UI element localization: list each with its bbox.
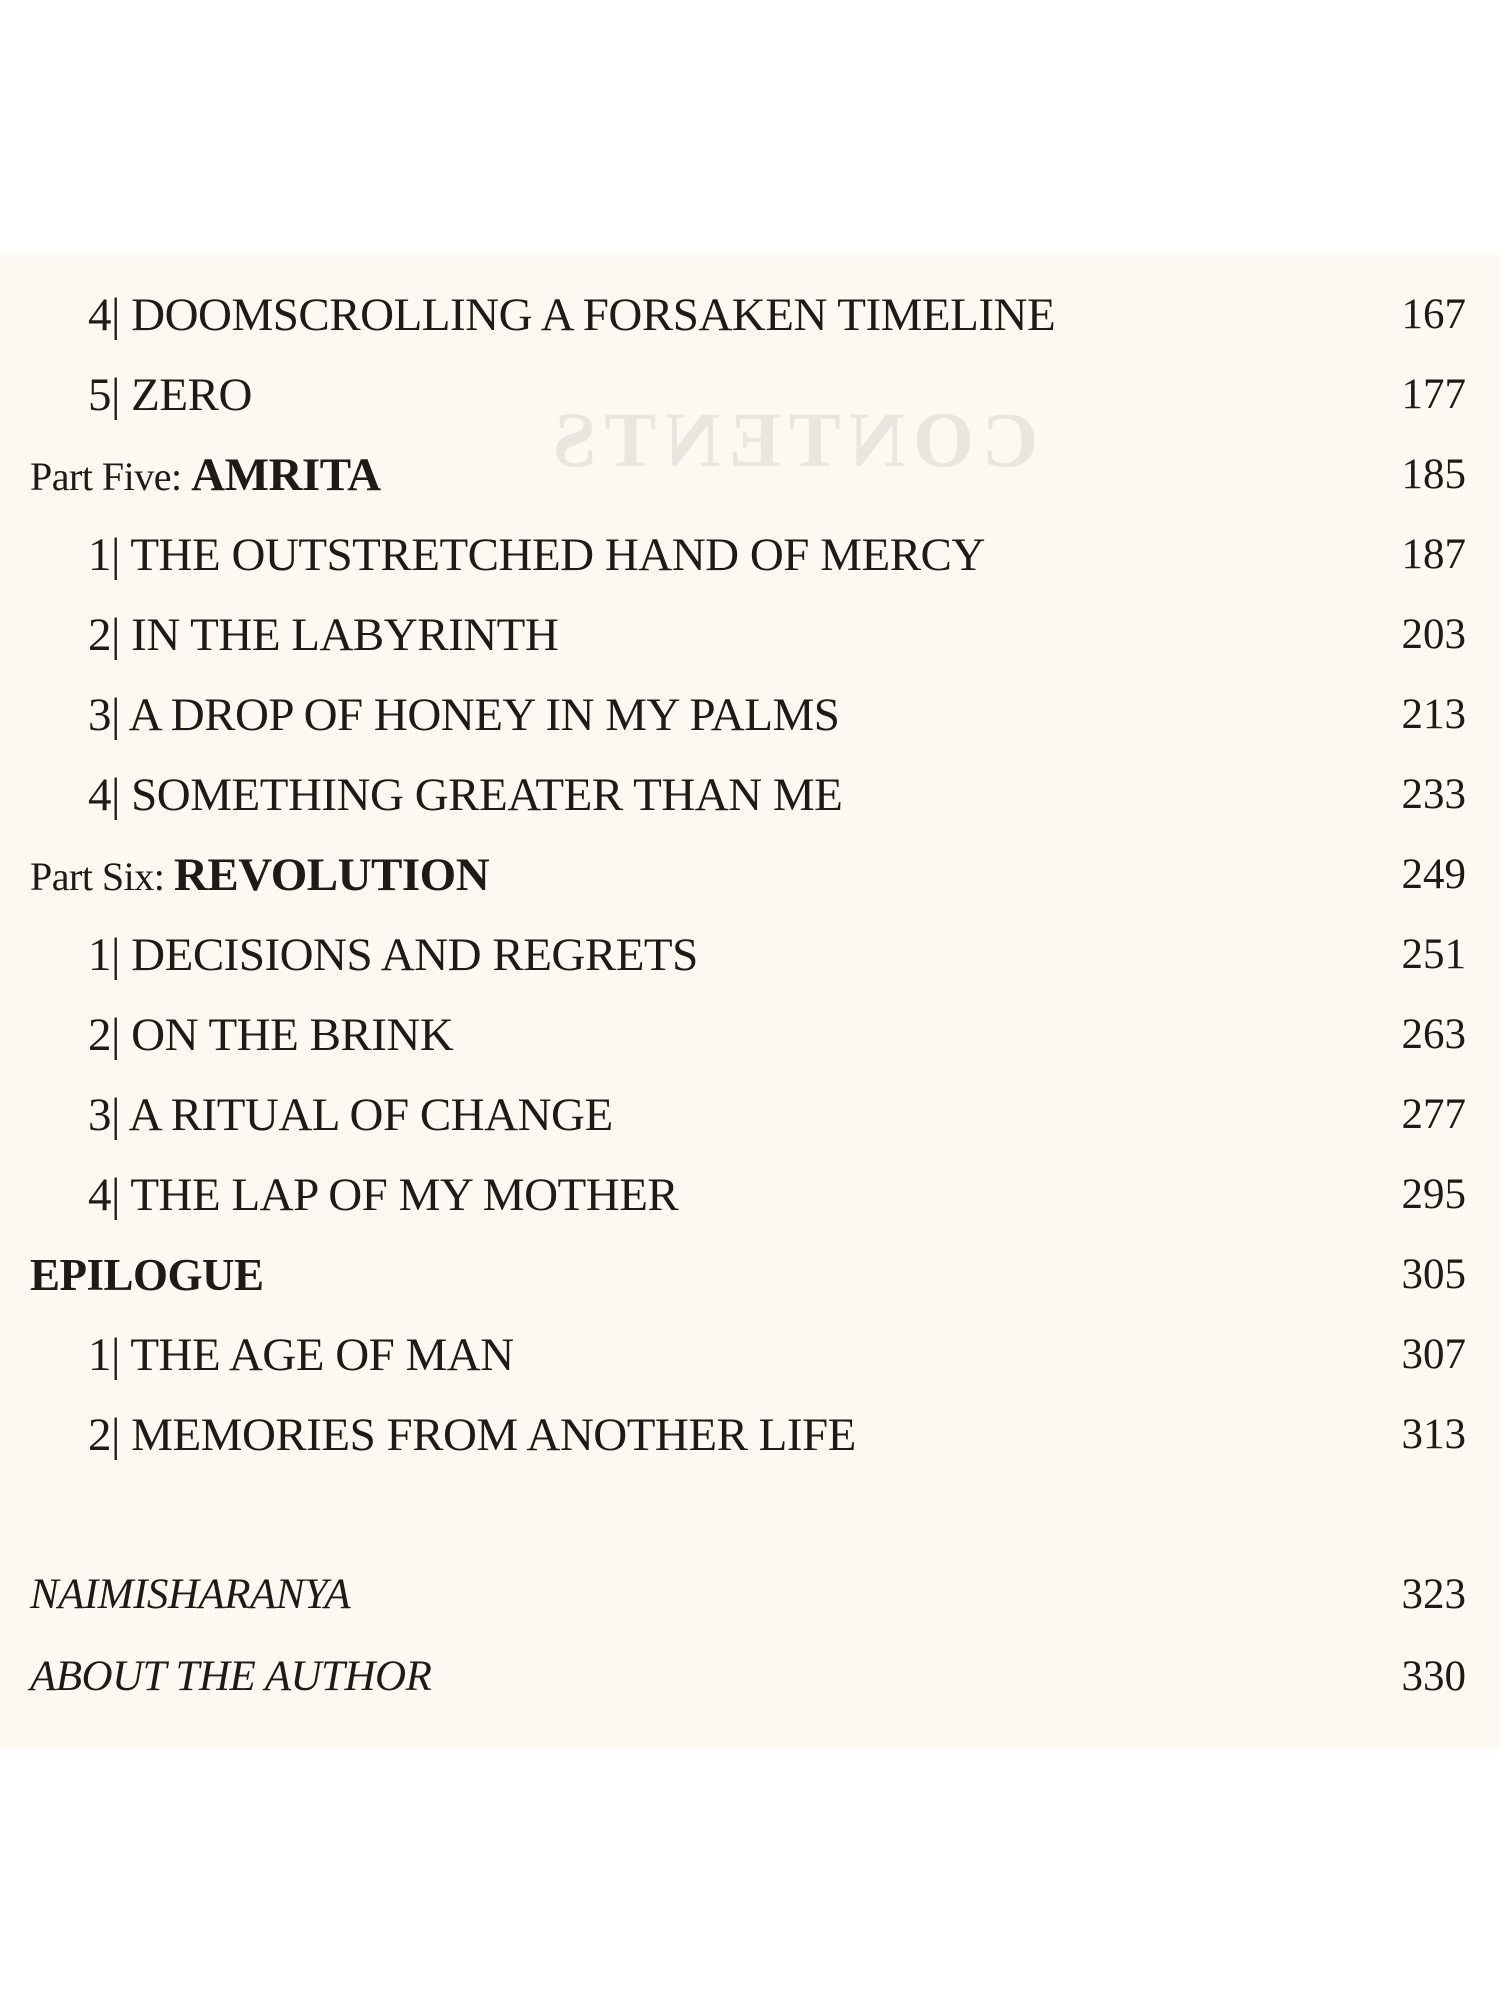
part-label: Part Five:: [30, 454, 192, 499]
entry-title: [88, 525, 985, 585]
entry-number: 2|: [88, 609, 120, 661]
entry-name: A DROP OF HONEY IN MY PALMS: [128, 689, 840, 741]
toc-entry: [0, 1165, 1500, 1225]
entry-number: 4|: [88, 289, 120, 341]
toc-entry: [0, 525, 1500, 585]
toc-entry: [0, 925, 1500, 985]
toc-part-heading: [0, 445, 1500, 505]
toc-entry: [0, 1085, 1500, 1145]
toc-entry: [0, 1325, 1500, 1385]
part-name: REVOLUTION: [173, 849, 490, 901]
entry-page-number: 277: [1401, 1091, 1466, 1138]
entry-name: ON THE BRINK: [131, 1009, 454, 1061]
entry-number: 3|: [88, 689, 120, 741]
entry-title: [88, 925, 698, 985]
entry-page-number: 187: [1401, 531, 1466, 578]
toc-entry: [0, 1005, 1500, 1065]
entry-page-number: 213: [1401, 691, 1466, 738]
entry-page-number: 313: [1401, 1411, 1466, 1458]
entry-number: 1|: [88, 1329, 120, 1381]
entry-number: 4|: [88, 769, 120, 821]
entry-name: THE LAP OF MY MOTHER: [130, 1169, 679, 1221]
entry-number: 2|: [88, 1009, 120, 1061]
toc-entry: [0, 285, 1500, 345]
toc-entry: [0, 365, 1500, 425]
toc-entry: [0, 605, 1500, 665]
entry-title: NAIMISHARANYA: [30, 1571, 351, 1618]
entry-title: [30, 445, 381, 507]
entry-page-number: 330: [1401, 1653, 1466, 1700]
entry-number: 5|: [88, 369, 120, 421]
entry-number: 1|: [88, 529, 120, 581]
entry-page-number: 305: [1401, 1251, 1466, 1298]
entry-name: DOOMSCROLLING A FORSAKEN TIMELINE: [131, 289, 1056, 341]
entry-page-number: 251: [1401, 931, 1466, 978]
entry-title: [88, 1085, 613, 1145]
toc-entry: [0, 1405, 1500, 1465]
entry-title: [88, 1325, 514, 1385]
entry-title: [88, 685, 839, 745]
show-through-heading: CONTENTS: [545, 396, 1039, 483]
entry-number: 2|: [88, 1409, 120, 1461]
entry-name: IN THE LABYRINTH: [131, 609, 559, 661]
entry-page-number: 263: [1401, 1011, 1466, 1058]
entry-page-number: 185: [1401, 451, 1466, 498]
entry-page-number: 295: [1401, 1171, 1466, 1218]
entry-name: ZERO: [131, 369, 252, 421]
entry-title: EPILOGUE: [30, 1250, 264, 1300]
part-label: Part Six:: [30, 854, 174, 899]
toc-entry: [0, 685, 1500, 745]
entry-title: [88, 285, 1055, 345]
entry-page-number: 307: [1401, 1331, 1466, 1378]
entry-page-number: 167: [1401, 291, 1466, 338]
toc-back-matter: [0, 1565, 1500, 1625]
toc-page: [0, 255, 1500, 1750]
entry-name: DECISIONS AND REGRETS: [131, 929, 698, 981]
part-name: AMRITA: [191, 449, 381, 501]
entry-title: [30, 845, 489, 907]
entry-page-number: 203: [1401, 611, 1466, 658]
entry-title: [88, 1405, 856, 1465]
entry-title: [88, 365, 252, 425]
entry-number: 1|: [88, 929, 120, 981]
toc-part-heading: [0, 845, 1500, 905]
entry-number: 3|: [88, 1089, 120, 1141]
entry-title: [88, 1005, 453, 1065]
entry-name: MEMORIES FROM ANOTHER LIFE: [131, 1409, 856, 1461]
entry-page-number: 233: [1401, 771, 1466, 818]
toc-entry: [0, 765, 1500, 825]
entry-number: 4|: [88, 1169, 120, 1221]
entry-page-number: 249: [1401, 851, 1466, 898]
entry-title: [88, 605, 558, 665]
entry-title: [88, 765, 842, 825]
entry-name: THE AGE OF MAN: [130, 1329, 514, 1381]
toc-back-matter: [0, 1647, 1500, 1707]
entry-page-number: 177: [1401, 371, 1466, 418]
entry-title: ABOUT THE AUTHOR: [30, 1653, 432, 1700]
entry-title: [88, 1165, 678, 1225]
entry-name: A RITUAL OF CHANGE: [128, 1089, 613, 1141]
entry-name: THE OUTSTRETCHED HAND OF MERCY: [130, 529, 985, 581]
toc-epilogue-heading: [0, 1245, 1500, 1305]
entry-page-number: 323: [1401, 1571, 1466, 1618]
entry-name: SOMETHING GREATER THAN ME: [131, 769, 843, 821]
